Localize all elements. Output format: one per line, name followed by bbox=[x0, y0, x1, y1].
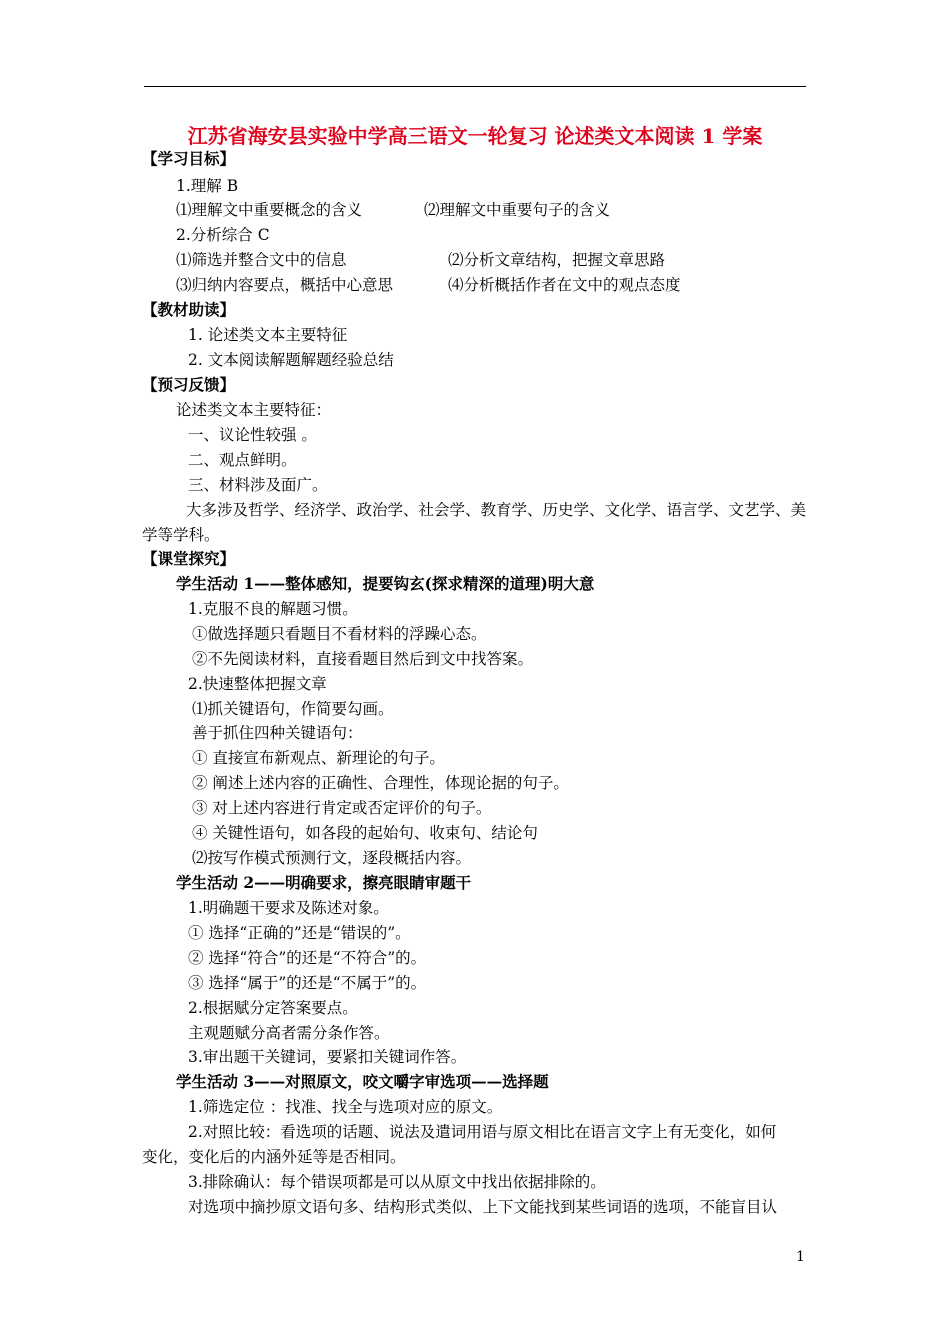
text-line: 论述类文本主要特征： bbox=[176, 401, 332, 419]
activity-heading: 学生活动 3——对照原文，咬文嚼字审选项——选择题 bbox=[176, 1072, 549, 1091]
text-line: 变化，变化后的内涵外延等是否相同。 bbox=[142, 1148, 406, 1166]
text-line: 学等学科。 bbox=[142, 526, 220, 544]
text-line: ④ 关键性语句，如各段的起始句、收束句、结论句 bbox=[192, 824, 538, 842]
text-line: 1.筛选定位 ：找准、找全与选项对应的原文。 bbox=[188, 1098, 503, 1116]
text-line: ⑴理解文中重要概念的含义 bbox=[176, 201, 363, 219]
text-line: 一、议论性较强 。 bbox=[188, 426, 317, 444]
text-line: ② 选择“符合”的还是“不符合”的。 bbox=[188, 949, 427, 967]
text-line: 1.理解 B bbox=[176, 177, 239, 195]
text-line: 3.排除确认：每个错误项都是可以从原文中找出依据排除的。 bbox=[188, 1173, 606, 1191]
activity-heading: 学生活动 1——整体感知，提要钩玄(探求精深的道理)明大意 bbox=[176, 574, 595, 593]
section-heading: 【预习反馈】 bbox=[142, 376, 236, 394]
text-line: 1.明确题干要求及陈述对象。 bbox=[188, 899, 389, 917]
text-line: 3.审出题干关键词，要紧扣关键词作答。 bbox=[188, 1048, 467, 1066]
text-line: ③ 对上述内容进行肯定或否定评价的句子。 bbox=[192, 799, 492, 817]
text-line: 大多涉及哲学、经济学、政治学、社会学、教育学、历史学、文化学、语言学、文艺学、美 bbox=[186, 501, 807, 519]
text-line: 2.快速整体把握文章 bbox=[188, 675, 327, 693]
page-number: 1 bbox=[796, 1249, 805, 1265]
section-heading: 【课堂探究】 bbox=[142, 550, 236, 568]
text-line: ③ 选择“属于”的还是“不属于”的。 bbox=[188, 974, 427, 992]
text-line: 二、观点鲜明。 bbox=[188, 451, 297, 469]
text-line: ⑶归纳内容要点，概括中心意思 bbox=[176, 276, 394, 294]
text-line: ⑴筛选并整合文中的信息 bbox=[176, 251, 347, 269]
section-heading: 【教材助读】 bbox=[142, 301, 236, 319]
document-title: 江苏省海安县实验中学高三语文一轮复习 论述类文本阅读 1 学案 bbox=[187, 124, 763, 148]
text-line: ①做选择题只看题目不看材料的浮躁心态。 bbox=[192, 625, 487, 643]
text-line: 2.对照比较：看选项的话题、说法及遣词用语与原文相比在语言文字上有无变化，如何 bbox=[188, 1123, 777, 1141]
text-line: 2. 文本阅读解题解题经验总结 bbox=[188, 351, 394, 369]
text-line: ⑴抓关键语句，作简要勾画。 bbox=[192, 700, 394, 718]
text-line: 三、材料涉及面广。 bbox=[188, 476, 328, 494]
text-line: 2.分析综合 C bbox=[176, 226, 270, 244]
activity-heading: 学生活动 2——明确要求，擦亮眼睛审题干 bbox=[176, 873, 472, 892]
header-rule bbox=[144, 86, 806, 87]
text-line: ②不先阅读材料，直接看题目然后到文中找答案。 bbox=[192, 650, 534, 668]
text-line: ⑵按写作模式预测行文，逐段概括内容。 bbox=[192, 849, 472, 867]
text-line: 1. 论述类文本主要特征 bbox=[188, 326, 348, 344]
text-line: 善于抓住四种关键语句： bbox=[192, 724, 363, 742]
text-line: 主观题赋分高者需分条作答。 bbox=[188, 1024, 390, 1042]
text-line: ① 选择“正确的”还是“错误的”。 bbox=[188, 924, 411, 942]
text-line: ⑵分析文章结构，把握文章思路 bbox=[448, 251, 666, 269]
text-line: ② 阐述上述内容的正确性、合理性，体现论据的句子。 bbox=[192, 774, 569, 792]
text-line: 1.克服不良的解题习惯。 bbox=[188, 600, 358, 618]
text-line: ⑵理解文中重要句子的含义 bbox=[424, 201, 611, 219]
text-line: 2.根据赋分定答案要点。 bbox=[188, 999, 358, 1017]
section-heading: 【学习目标】 bbox=[142, 150, 236, 168]
text-line: ① 直接宣布新观点、新理论的句子。 bbox=[192, 749, 445, 767]
text-line: ⑷分析概括作者在文中的观点态度 bbox=[448, 276, 681, 294]
text-line: 对选项中摘抄原文语句多、结构形式类似、上下文能找到某些词语的选项，不能盲目认 bbox=[188, 1198, 778, 1216]
